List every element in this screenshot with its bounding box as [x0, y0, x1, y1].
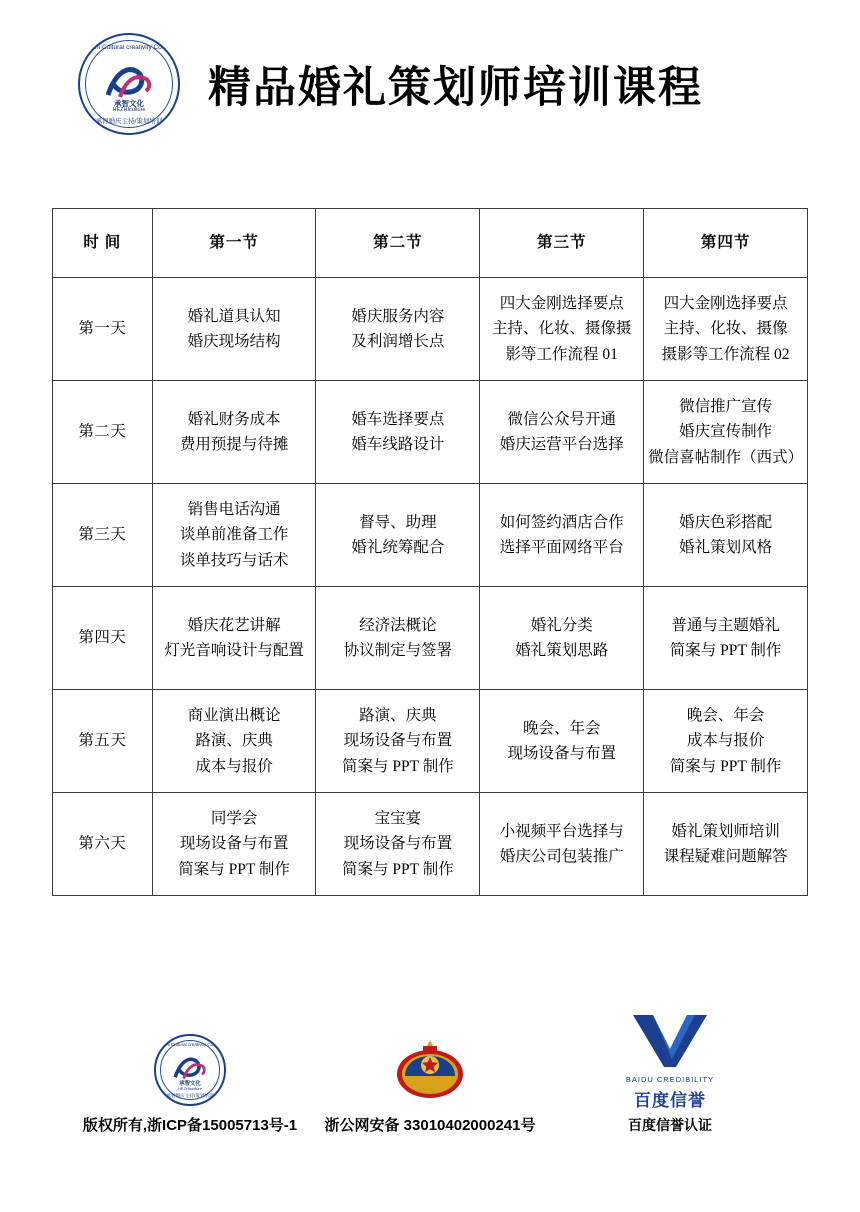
table-row — [53, 793, 808, 896]
schedule-table — [52, 208, 808, 896]
session-cell — [152, 381, 316, 484]
column-header: 第二节 — [316, 209, 480, 278]
session-cell-line: 婚车选择要点 — [351, 410, 445, 428]
swoosh-icon — [173, 1056, 207, 1080]
table-row — [53, 587, 808, 690]
session-cell-line: 微信推广宣传 — [679, 398, 773, 416]
session-cell-line: 婚庆服务内容 — [351, 307, 445, 325]
table-header-row — [53, 209, 808, 278]
session-cell-line: 小视频平台选择与 — [499, 822, 624, 840]
table-row — [53, 381, 808, 484]
footer-seal-company-pinyin: HEZHIculture — [177, 1086, 202, 1091]
session-cell-line: 婚庆现场结构 — [187, 333, 281, 350]
session-cell-line: 路演、庆典 — [359, 707, 437, 725]
session-cell-line: 简案与 PPT 制作 — [342, 860, 454, 878]
session-cell-line: 简案与 PPT 制作 — [669, 642, 782, 659]
seal-arc-bottom-text: 承智婚庆主持/策划培训 — [95, 118, 163, 125]
session-cell-line: 课程疑难问题解答 — [663, 848, 788, 865]
session-cell — [644, 793, 808, 896]
session-cell — [316, 484, 480, 587]
session-cell — [316, 690, 480, 793]
session-cell-line: 及利润增长点 — [351, 333, 445, 350]
session-cell-line: 路演、庆典 — [195, 732, 273, 750]
session-cell-line: 婚礼财务成本 — [187, 410, 281, 428]
session-cell — [152, 587, 316, 690]
session-cell — [480, 381, 644, 484]
session-cell — [644, 278, 808, 381]
session-cell — [480, 484, 644, 587]
session-cell-line: 选择平面网络平台 — [499, 539, 624, 556]
session-cell — [152, 278, 316, 381]
table-row — [53, 690, 808, 793]
footer-police-block — [310, 1020, 550, 1135]
session-cell-line: 经济法概论 — [359, 616, 437, 634]
session-cell-line: 婚礼道具认知 — [187, 307, 281, 325]
session-cell-line: 婚庆宣传制作 — [679, 423, 773, 441]
swoosh-icon — [106, 65, 152, 99]
baidu-caption: 百度信誉认证 — [628, 1117, 712, 1133]
seal-company-name: 承智文化 — [114, 99, 144, 108]
session-cell-line: 婚车线路设计 — [351, 436, 445, 453]
session-cell-line: 简案与 PPT 制作 — [178, 860, 290, 878]
company-seal-logo — [78, 33, 180, 135]
session-cell-line: 费用预提与待摊 — [179, 436, 289, 453]
session-cell — [644, 587, 808, 690]
footer-copyright-block — [70, 1020, 310, 1135]
session-cell — [316, 793, 480, 896]
session-cell — [644, 484, 808, 587]
session-cell-line: 成本与报价 — [195, 757, 273, 775]
baidu-credibility-icon — [627, 1011, 713, 1069]
session-cell-line: 简案与 PPT 制作 — [342, 757, 454, 775]
session-cell-line: 现场设备与布置 — [343, 835, 453, 853]
session-cell — [644, 381, 808, 484]
session-cell-line: 谈单技巧与话术 — [179, 551, 289, 569]
column-header: 第三节 — [480, 209, 644, 278]
session-cell-line: 四大金刚选择要点 — [499, 295, 624, 313]
session-cell — [152, 484, 316, 587]
session-cell-line: 现场设备与布置 — [507, 745, 616, 762]
session-cell-line: 协议制定与签署 — [343, 642, 453, 659]
session-cell — [644, 690, 808, 793]
footer-seal-arc-top-text: Hezhi Cultural creativity Co.,Ltd — [157, 1042, 223, 1047]
session-cell — [316, 587, 480, 690]
session-cell — [316, 278, 480, 381]
column-header: 时 间 — [53, 209, 153, 278]
session-cell-line: 微信喜帖制作（西式） — [648, 448, 804, 466]
session-cell-line: 灯光音响设计与配置 — [164, 642, 304, 659]
session-cell-line: 商业演出概论 — [187, 707, 281, 725]
session-cell-line: 主持、化妆、摄像摄 — [491, 320, 632, 338]
column-header: 第四节 — [644, 209, 808, 278]
session-cell-line: 晚会、年会 — [686, 707, 765, 725]
footer-baidu-block — [550, 1025, 790, 1135]
table-row — [53, 278, 808, 381]
session-cell-line: 普通与主题婚礼 — [671, 616, 780, 634]
session-cell-line: 婚庆运营平台选择 — [499, 436, 624, 453]
session-cell-line: 四大金刚选择要点 — [663, 295, 788, 313]
session-cell-line: 督导、助理 — [359, 513, 437, 531]
schedule-table-container — [0, 120, 860, 896]
session-cell-line: 婚礼策划风格 — [679, 539, 773, 556]
copyright-text: 版权所有,浙ICP备15005713号-1 — [82, 1117, 298, 1134]
session-cell — [316, 381, 480, 484]
session-cell-line: 同学会 — [210, 810, 258, 828]
page-title: 精品婚礼策划师培训课程 — [208, 62, 703, 113]
session-cell-line: 婚礼策划师培训 — [671, 822, 780, 840]
baidu-subtitle-en: BAIDU CREDIBILITY — [625, 1075, 715, 1084]
seal-company-pinyin: HEZHIculture — [112, 107, 146, 113]
police-record-text: 浙公网安备 33010402000241号 — [324, 1117, 536, 1134]
footer-seal-company-name: 承智文化 — [179, 1081, 201, 1087]
session-cell-line: 婚庆花艺讲解 — [187, 616, 281, 634]
session-cell — [480, 690, 644, 793]
session-cell-line: 现场设备与布置 — [179, 835, 289, 853]
session-cell-line: 婚礼分类 — [530, 616, 593, 634]
seal-arc-top-text: Hezhi Cultural creativity Co.,Ltd — [83, 43, 175, 52]
footer-seal-arc-bottom-text: 承智婚庆主持/策划培训 — [166, 1093, 214, 1098]
session-cell-line: 影等工作流程 01 — [505, 345, 618, 363]
session-cell-line: 婚礼策划思路 — [515, 642, 609, 659]
day-label: 第一天 — [53, 278, 153, 381]
column-header: 第一节 — [152, 209, 316, 278]
session-cell-line: 婚庆色彩搭配 — [679, 513, 773, 531]
session-cell-line: 销售电话沟通 — [187, 501, 281, 519]
session-cell-line: 摄影等工作流程 02 — [661, 345, 790, 363]
police-emblem-icon — [393, 1032, 467, 1106]
table-row — [53, 484, 808, 587]
day-label: 第五天 — [53, 690, 153, 793]
footer-company-seal-logo — [154, 1034, 226, 1106]
document-footer — [0, 1020, 860, 1170]
day-label: 第四天 — [53, 587, 153, 690]
session-cell-line: 晚会、年会 — [522, 719, 601, 737]
session-cell-line: 如何签约酒店合作 — [499, 513, 624, 531]
session-cell — [480, 278, 644, 381]
session-cell-line: 成本与报价 — [686, 732, 765, 750]
session-cell-line: 宝宝宴 — [374, 810, 422, 828]
session-cell — [480, 793, 644, 896]
day-label: 第六天 — [53, 793, 153, 896]
document-header — [0, 0, 860, 125]
session-cell-line: 简案与 PPT 制作 — [669, 757, 782, 775]
session-cell — [480, 587, 644, 690]
session-cell — [152, 690, 316, 793]
session-cell-line: 谈单前准备工作 — [179, 526, 289, 544]
session-cell-line: 主持、化妆、摄像 — [663, 320, 788, 338]
day-label: 第三天 — [53, 484, 153, 587]
baidu-name: 百度信誉 — [633, 1091, 706, 1110]
session-cell-line: 婚庆公司包装推广 — [499, 848, 624, 865]
session-cell-line: 婚礼统筹配合 — [351, 539, 445, 556]
session-cell-line: 微信公众号开通 — [507, 410, 616, 428]
session-cell-line: 现场设备与布置 — [343, 732, 453, 750]
session-cell — [152, 793, 316, 896]
day-label: 第二天 — [53, 381, 153, 484]
